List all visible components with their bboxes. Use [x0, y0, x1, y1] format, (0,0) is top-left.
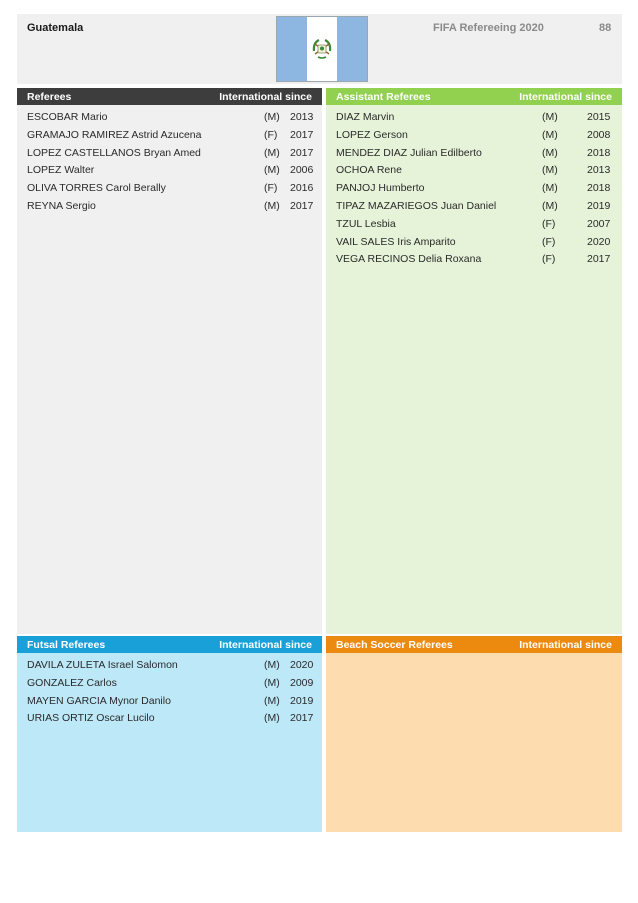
referees-header [17, 88, 322, 105]
page-header [17, 14, 622, 84]
referee-gender: (M) [264, 712, 280, 725]
referee-gender: (F) [264, 128, 278, 141]
referee-name: DIAZ Marvin [336, 111, 395, 123]
referee-name: DAVILA ZULETA Israel Salomon [27, 659, 178, 671]
futsal-referees-header [17, 636, 322, 653]
list-item [326, 144, 622, 162]
international-since-year: 2018 [587, 146, 611, 159]
referee-gender: (M) [542, 199, 558, 212]
list-item [17, 144, 322, 162]
referee-gender: (M) [264, 146, 280, 159]
referee-name: VAIL SALES Iris Amparito [336, 235, 456, 248]
referee-gender: (M) [264, 659, 280, 671]
futsal-referees-list [17, 653, 322, 832]
referee-gender: (M) [264, 111, 280, 123]
futsal-referees-panel [17, 636, 322, 832]
referee-name: VEGA RECINOS Delia Roxana [336, 253, 482, 266]
international-since-year: 2008 [587, 128, 611, 141]
futsal-referees-column-label: International since [219, 638, 312, 651]
referee-name: MAYEN GARCIA Mynor Danilo [27, 694, 171, 707]
referee-gender: (M) [542, 111, 558, 123]
assistant-referees-list [326, 105, 622, 634]
list-item [17, 126, 322, 144]
page-number: 88 [599, 22, 612, 34]
international-since-year: 2013 [290, 111, 314, 123]
international-since-year: 2019 [587, 199, 611, 212]
referee-name: GONZALEZ Carlos [27, 676, 117, 689]
guatemala-flag-icon [276, 16, 368, 82]
international-since-year: 2007 [587, 217, 611, 230]
referee-gender: (M) [264, 694, 280, 707]
referee-gender: (F) [542, 253, 556, 266]
referee-name: OCHOA Rene [336, 164, 402, 177]
referees-list [17, 105, 322, 634]
international-since-year: 2015 [587, 111, 611, 123]
referee-name: GRAMAJO RAMIREZ Astrid Azucena [27, 128, 202, 141]
referee-gender: (F) [264, 182, 278, 195]
beach-soccer-referees-list [326, 653, 622, 832]
international-since-year: 2018 [587, 182, 611, 195]
coat-of-arms-icon [310, 37, 334, 61]
country-name: Guatemala [27, 22, 84, 34]
document-title: FIFA Refereeing 2020 [433, 22, 544, 34]
international-since-year: 2017 [290, 199, 314, 212]
international-since-year: 2013 [587, 164, 611, 177]
assistant-referees-column-label: International since [519, 90, 612, 103]
referee-gender: (M) [264, 676, 280, 689]
referee-gender: (F) [542, 235, 556, 248]
beach-soccer-referees-panel [326, 636, 622, 832]
referee-name: TIPAZ MAZARIEGOS Juan Daniel [336, 199, 497, 212]
beach-soccer-referees-title: Beach Soccer Referees [336, 638, 453, 651]
referee-gender: (F) [542, 217, 556, 230]
futsal-referees-title: Futsal Referees [27, 638, 106, 651]
referee-name: MENDEZ DIAZ Julian Edilberto [336, 146, 482, 159]
flag-white-stripe [307, 17, 337, 81]
referees-column-label: International since [219, 90, 312, 103]
flag-blue-stripe-right [337, 17, 367, 81]
referee-name: REYNA Sergio [27, 199, 96, 212]
list-item [326, 197, 622, 215]
international-since-year: 2009 [290, 676, 314, 689]
international-since-year: 2020 [587, 235, 611, 248]
referees-title: Referees [27, 90, 72, 103]
referee-name: LOPEZ Walter [27, 164, 95, 177]
assistant-referees-panel [326, 88, 622, 634]
referee-name: LOPEZ Gerson [336, 128, 408, 141]
referee-name: ESCOBAR Mario [27, 111, 108, 123]
referee-gender: (M) [542, 182, 558, 195]
international-since-year: 2017 [587, 253, 611, 266]
referee-name: LOPEZ CASTELLANOS Bryan Amed [27, 146, 201, 159]
list-item [17, 161, 322, 179]
beach-soccer-referees-column-label: International since [519, 638, 612, 651]
referee-gender: (M) [542, 146, 558, 159]
international-since-year: 2017 [290, 146, 314, 159]
international-since-year: 2017 [290, 128, 314, 141]
referee-gender: (M) [542, 164, 558, 177]
referee-gender: (M) [264, 164, 280, 177]
list-item [17, 656, 322, 674]
list-item [17, 179, 322, 197]
international-since-year: 2017 [290, 712, 314, 725]
international-since-year: 2006 [290, 164, 314, 177]
international-since-year: 2016 [290, 182, 314, 195]
assistant-referees-header [326, 88, 622, 105]
list-item [326, 233, 622, 251]
referee-name: OLIVA TORRES Carol Berally [27, 182, 166, 195]
list-item [17, 692, 322, 710]
assistant-referees-title: Assistant Referees [336, 90, 431, 103]
referee-gender: (M) [264, 199, 280, 212]
referees-panel [17, 88, 322, 634]
list-item [17, 674, 322, 692]
list-item [326, 126, 622, 144]
list-item [326, 108, 622, 126]
referee-name: TZUL Lesbia [336, 217, 396, 230]
flag-blue-stripe-left [277, 17, 307, 81]
list-item [326, 215, 622, 233]
referee-name: URIAS ORTIZ Oscar Lucilo [27, 712, 155, 725]
referee-name: PANJOJ Humberto [336, 182, 425, 195]
list-item [326, 161, 622, 179]
list-item [326, 179, 622, 197]
beach-soccer-referees-header [326, 636, 622, 653]
referee-gender: (M) [542, 128, 558, 141]
list-item [326, 250, 622, 268]
list-item [17, 108, 322, 126]
international-since-year: 2019 [290, 694, 314, 707]
international-since-year: 2020 [290, 659, 314, 671]
list-item [17, 709, 322, 727]
list-item [17, 197, 322, 215]
